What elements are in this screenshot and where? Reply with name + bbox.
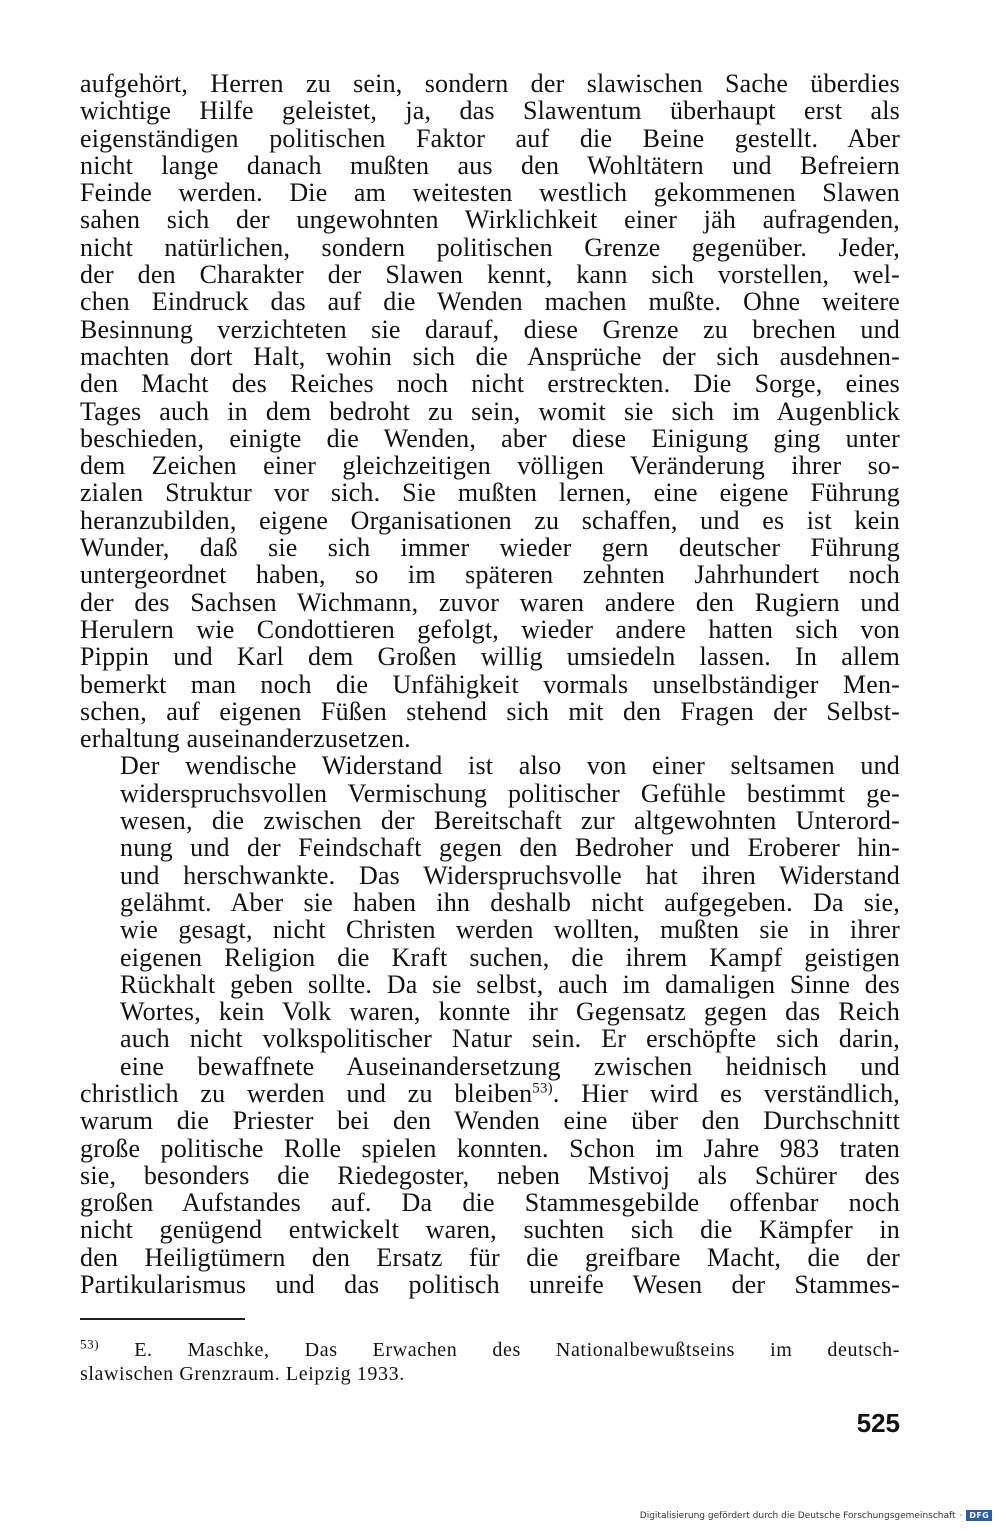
text-line: Feinde werden. Die am weitesten westlich gekommenen Slawen	[80, 178, 900, 208]
text-line: machten dort Halt, wohin sich die Ansprüche der sich ausdehnen-	[80, 341, 900, 371]
text-line: Besinnung verzichteten sie darauf, diese Grenze zu brechen und	[80, 314, 900, 344]
footnote-divider	[80, 1318, 245, 1320]
text-line: den Macht des Reiches noch nicht erstreckten. Die Sorge, eines	[80, 369, 900, 399]
text-line: chen Eindruck das auf die Wenden machen mußte. Ohne weitere	[80, 287, 900, 317]
text-line: nicht natürlichen, sondern politischen Grenze gegenüber. Jeder,	[80, 232, 900, 262]
text-line: auch nicht volkspolitischer Natur sein. Er erschöpfte sich darin,	[120, 1024, 900, 1054]
text-line: warum die Priester bei den Wenden eine über den Durchschnitt	[80, 1106, 900, 1136]
footnote-line-1: $^{53)}$ E. Maschke, Das Erwachen des Nationalbewußtseins im deutsch-	[80, 1336, 900, 1361]
text-line: Wunder, daß sie sich immer wieder gern deutscher Führung	[80, 533, 900, 563]
paragraph-1	[80, 70, 900, 752]
text-line: schen, auf eigenen Füßen stehend sich mit den Fragen der Selbst-	[80, 696, 900, 726]
text-line: beschieden, einigte die Wenden, aber diese Einigung ging unter	[80, 423, 900, 453]
text-line: nung und der Feindschaft gegen den Bedroher und Eroberer hin-	[120, 833, 900, 863]
text-line: eigenständigen politischen Faktor auf die Beine gestellt. Aber	[80, 123, 900, 153]
text-line-with-footnote-ref: christlich zu werden und zu bleiben$^{53)}$. Hier wird es verständlich,	[80, 1078, 900, 1108]
footnote-line-2: slawischen Grenzraum. Leipzig 1933.	[80, 1363, 405, 1385]
text-line: dem Zeichen einer gleichzeitigen völligen Veränderung ihrer so-	[80, 451, 900, 481]
text-line: nicht lange danach mußten aus den Wohltätern und Befreiern	[80, 150, 900, 180]
text-line: nicht genügend entwickelt waren, suchten sich die Kämpfer in	[80, 1215, 900, 1245]
text-line: der des Sachsen Wichmann, zuvor waren andere den Rugiern und	[80, 587, 900, 617]
digitization-notice-bar: Digitalisierung gefördert durch die Deutsche Forschungsgemeinschaft · DFG	[640, 1510, 992, 1521]
text-line: Rückhalt geben sollte. Da sie selbst, auch im damaligen Sinne des	[120, 969, 900, 999]
text-line: sie, besonders die Riedegoster, neben Mstivoj als Schürer des	[80, 1160, 900, 1190]
page-number: 525	[856, 1408, 900, 1438]
text-line: Tages auch in dem bedroht zu sein, womit sie sich im Augenblick	[80, 396, 900, 426]
text-line: großen Aufstandes auf. Da die Stammesgebilde offenbar noch	[80, 1188, 900, 1218]
text-line: bemerkt man noch die Unfähigkeit vormals unselbständiger Men-	[80, 669, 900, 699]
digitization-notice: Digitalisierung gefördert durch die Deutsche Forschungsgemeinschaft	[639, 1510, 956, 1521]
text-line: eigenen Religion die Kraft suchen, die ihrem Kampf geistigen	[120, 942, 900, 972]
text-line: zialen Struktur vor sich. Sie mußten lernen, eine eigene Führung	[80, 478, 900, 508]
text-line: eine bewaffnete Auseinandersetzung zwischen heidnisch und	[120, 1051, 900, 1081]
text-line: Partikularismus und das politisch unreife Wesen der Stammes-	[80, 1270, 900, 1300]
text-line: erhaltung auseinanderzusetzen.	[80, 724, 411, 754]
text-line: gelähmt. Aber sie haben ihn deshalb nicht aufgegeben. Da sie,	[120, 887, 900, 917]
footnote	[80, 1338, 900, 1386]
text-line: sahen sich der ungewohnten Wirklichkeit einer jäh aufragenden,	[80, 205, 900, 235]
text-line: heranzubilden, eigene Organisationen zu schaffen, und es ist kein	[80, 505, 900, 535]
text-line: Herulern wie Condottieren gefolgt, wieder andere hatten sich von	[80, 614, 900, 644]
text-line: der den Charakter der Slawen kennt, kann sich vorstellen, wel-	[80, 260, 900, 290]
text-line: Wortes, kein Volk waren, konnte ihr Gegensatz gegen das Reich	[120, 997, 900, 1027]
text-line: wichtige Hilfe geleistet, ja, das Slawentum überhaupt erst als	[80, 96, 900, 126]
text-line: und herschwankte. Das Widerspruchsvolle hat ihren Widerstand	[120, 860, 900, 890]
dfg-logo-icon: DFG	[966, 1510, 992, 1521]
footnote-reference[interactable]: 53)	[532, 1080, 553, 1097]
text-line: aufgehört, Herren zu sein, sondern der slawischen Sache überdies	[80, 69, 900, 98]
paragraph-2-continued	[80, 1107, 900, 1298]
text-line: widerspruchsvollen Vermischung politischer Gefühle bestimmt ge-	[120, 778, 900, 808]
text-line: den Heiligtümern den Ersatz für die greifbare Macht, die der	[80, 1242, 900, 1272]
text-line: große politische Rolle spielen konnten. Schon im Jahre 983 traten	[80, 1133, 900, 1163]
main-text	[80, 70, 900, 1298]
text-line: wie gesagt, nicht Christen werden wollten, mußten sie in ihrer	[120, 915, 900, 945]
text-line: wesen, die zwischen der Bereitschaft zur altgewohnten Unterord-	[120, 806, 900, 836]
paragraph-2	[80, 752, 900, 1080]
text-line: Der wendische Widerstand ist also von einer seltsamen und	[120, 751, 900, 781]
text-line: untergeordnet haben, so im späteren zehnten Jahrhundert noch	[80, 560, 900, 590]
text-line: Pippin und Karl dem Großen willig umsiedeln lassen. In allem	[80, 642, 900, 672]
footnote-marker: 53)	[80, 1336, 100, 1352]
